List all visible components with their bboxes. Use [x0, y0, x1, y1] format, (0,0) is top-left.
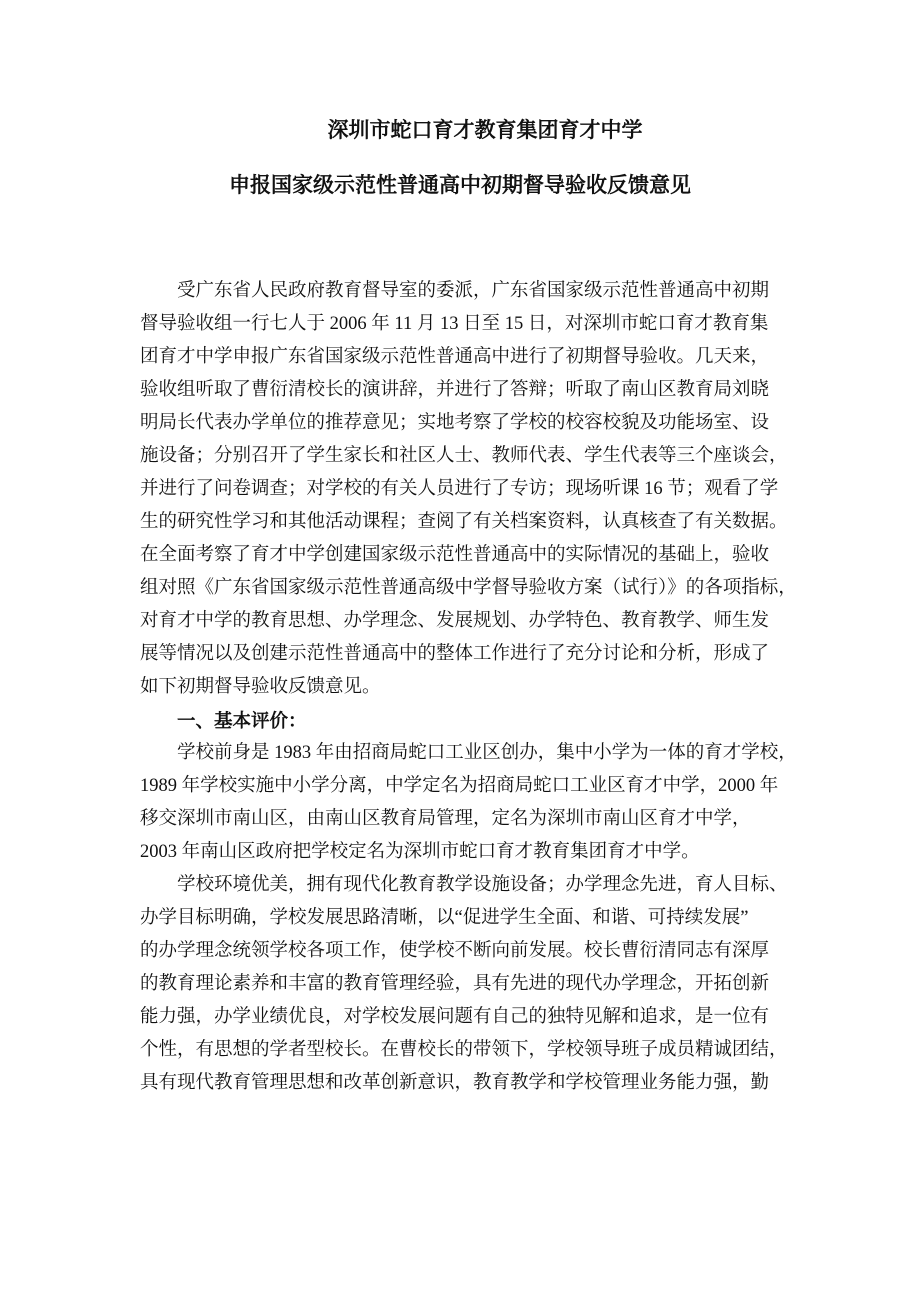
document-title-line-2: 申报国家级示范性普通高中初期督导验收反馈意见	[229, 174, 691, 197]
paragraph-line: 团育才中学申报广东省国家级示范性普通高中进行了初期督导验收。几天来，	[140, 347, 770, 367]
paragraph-line: 如下初期督导验收反馈意见。	[140, 677, 381, 697]
paragraph-line: 验收组听取了曹衍清校长的演讲辞，并进行了答辩；听取了南山区教育局刘晓	[140, 380, 770, 400]
paragraph-line: 生的研究性学习和其他活动课程；查阅了有关档案资料，认真核查了有关数据。	[140, 512, 788, 532]
paragraph-line: 施设备；分别召开了学生家长和社区人士、教师代表、学生代表等三个座谈会，	[140, 446, 788, 466]
paragraph-line: 具有现代教育管理思想和改革创新意识，教育教学和学校管理业务能力强，勤	[140, 1073, 770, 1093]
paragraph-line: 展等情况以及创建示范性普通高中的整体工作进行了充分讨论和分析，形成了	[140, 644, 770, 664]
paragraph-line: 组对照《广东省国家级示范性普通高级中学督导验收方案（试行）》的各项指标，	[140, 578, 797, 598]
paragraph-line: 移交深圳市南山区，由南山区教育局管理，定名为深圳市南山区育才中学，	[140, 809, 751, 829]
paragraph-line: 的教育理论素养和丰富的教育管理经验，具有先进的现代办学理念，开拓创新	[140, 974, 770, 994]
paragraph-line: 能力强，办学业绩优良，对学校发展问题有自己的独特见解和追求，是一位有	[140, 1007, 770, 1027]
paragraph-line: 受广东省人民政府教育督导室的委派，广东省国家级示范性普通高中初期	[177, 281, 770, 301]
paragraph-line: 并进行了问卷调查；对学校的有关人员进行了专访；现场听课 16 节；观看了学	[140, 479, 779, 499]
section-heading: 一、基本评价：	[177, 710, 307, 731]
paragraph-line: 1989 年学校实施中小学分离，中学定名为招商局蛇口工业区育才中学，2000 年	[140, 776, 779, 796]
paragraph-line: 的办学理念统领学校各项工作，使学校不断向前发展。校长曹衍清同志有深厚	[140, 941, 770, 961]
paragraph-line: 2003 年南山区政府把学校定名为深圳市蛇口育才教育集团育才中学。	[140, 842, 700, 862]
paragraph-line: 办学目标明确，学校发展思路清晰，以“促进学生全面、和谐、可持续发展”	[140, 908, 749, 928]
paragraph-line: 对育才中学的教育思想、办学理念、发展规划、办学特色、教育教学、师生发	[140, 611, 770, 631]
paragraph-line: 明局长代表办学单位的推荐意见；实地考察了学校的校容校貌及功能场室、设	[140, 413, 770, 433]
paragraph-line: 督导验收组一行七人于 2006 年 11 月 13 日至 15 日，对深圳市蛇口育才教育集	[140, 314, 769, 334]
paragraph-line: 学校环境优美，拥有现代化教育教学设施设备；办学理念先进，育人目标、	[177, 875, 788, 895]
paragraph-line: 学校前身是 1983 年由招商局蛇口工业区创办，集中小学为一体的育才学校，	[177, 743, 797, 763]
paragraph-line: 个性，有思想的学者型校长。在曹校长的带领下，学校领导班子成员精诚团结，	[140, 1040, 788, 1060]
paragraph-line: 在全面考察了育才中学创建国家级示范性普通高中的实际情况的基础上，验收	[140, 545, 770, 565]
document-body	[140, 275, 800, 1100]
document-title-line-1: 深圳市蛇口育才教育集团育才中学	[327, 119, 643, 142]
